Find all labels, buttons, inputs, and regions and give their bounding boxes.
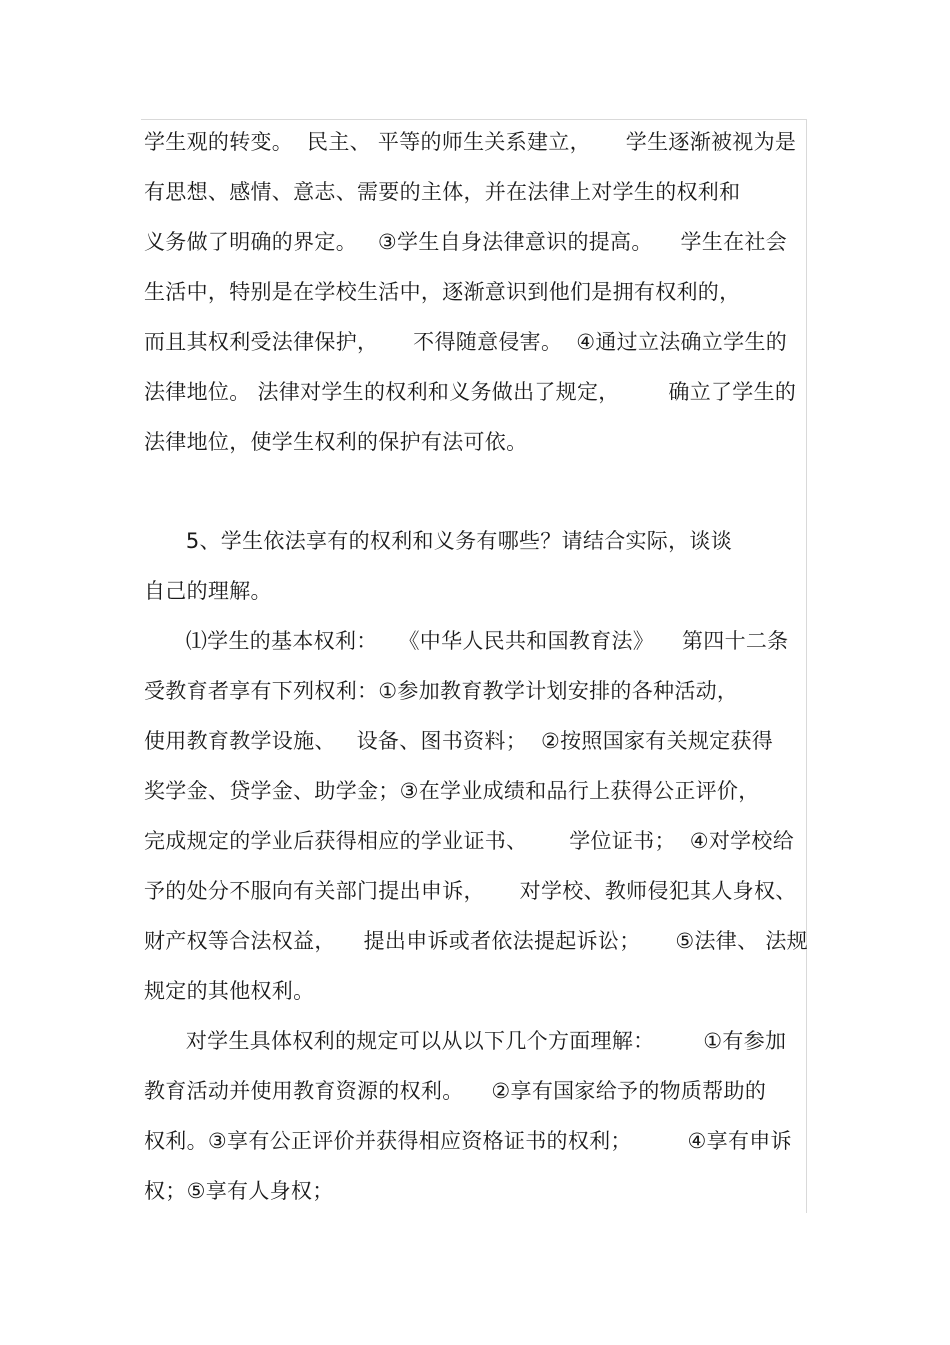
text-line: 权利。③享有公正评价并获得相应资格证书的权利； ④享有申诉: [144, 1129, 792, 1153]
text-line: 法律地位，使学生权利的保护有法可依。: [144, 430, 528, 454]
text-line: 权；⑤享有人身权；: [144, 1179, 334, 1203]
question-heading: 5、学生依法享有的权利和义务有哪些？请结合实际，谈谈: [144, 529, 733, 553]
text-line: 予的处分不服向有关部门提出申诉， 对学校、教师侵犯其人身权、: [144, 879, 797, 903]
text-line: 财产权等合法权益， 提出申诉或者依法提起诉讼； ⑤法律、 法规: [144, 929, 808, 953]
text-line: 规定的其他权利。: [144, 979, 315, 1003]
paragraph-start: 对学生具体权利的规定可以从以下几个方面理解： ①有参加: [144, 1029, 787, 1053]
text-line: 完成规定的学业后获得相应的学业证书、 学位证书； ④对学校给: [144, 829, 795, 853]
text-line: 有思想、感情、意志、需要的主体，并在法律上对学生的权利和: [144, 180, 741, 204]
text-line: 受教育者享有下列权利：①参加教育教学计划安排的各种活动，: [144, 679, 739, 703]
section-heading: ⑴学生的基本权利： 《中华人民共和国教育法》 第四十二条: [144, 629, 789, 653]
text-line: 奖学金、贷学金、助学金；③在学业成绩和品行上获得公正评价，: [144, 779, 760, 803]
text-line: 法律地位。 法律对学生的权利和义务做出了规定， 确立了学生的: [144, 380, 797, 404]
text-line: 而且其权利受法律保护， 不得随意侵害。 ④通过立法确立学生的: [144, 330, 788, 354]
text-line: 义务做了明确的界定。 ③学生自身法律意识的提高。 学生在社会: [144, 230, 788, 254]
text-line: 使用教育教学设施、 设备、图书资料； ②按照国家有关规定获得: [144, 729, 774, 753]
text-line: 自己的理解。: [144, 579, 272, 603]
text-line: 学生观的转变。 民主、 平等的师生关系建立， 学生逐渐被视为是: [144, 130, 797, 154]
text-line: 教育活动并使用教育资源的权利。 ②享有国家给予的物质帮助的: [144, 1079, 767, 1103]
text-line: 生活中，特别是在学校生活中，逐渐意识到他们是拥有权利的，: [144, 280, 741, 304]
